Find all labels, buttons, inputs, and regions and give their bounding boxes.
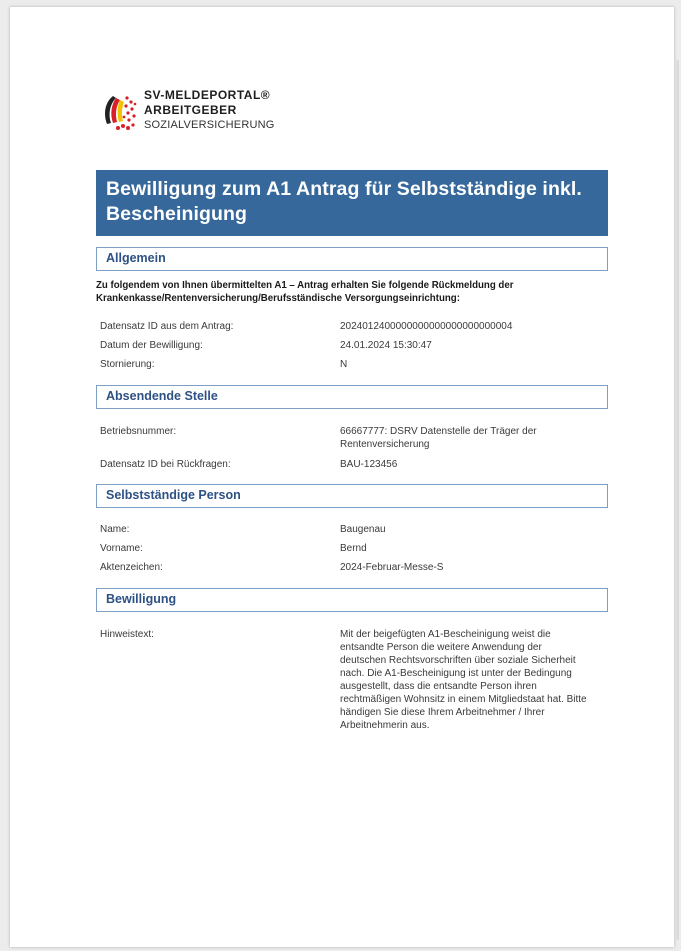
title-banner	[96, 170, 608, 236]
section-heading-person: Selbstständige Person	[96, 484, 608, 508]
field-label: Betriebsnummer:	[100, 426, 177, 437]
logo-tagline: SOZIALVERSICHERUNG	[144, 119, 275, 131]
field-label: Stornierung:	[100, 359, 155, 370]
field-value: Bernd	[340, 543, 367, 554]
field-label: Hinweistext:	[100, 629, 154, 640]
section-heading-allgemein: Allgemein	[96, 247, 608, 271]
field-value: 2024-Februar-Messe-S	[340, 562, 444, 573]
field-label: Vorname:	[100, 543, 143, 554]
section-heading-absendende-stelle: Absendende Stelle	[96, 385, 608, 409]
sv-meldeportal-logo	[99, 88, 299, 142]
field-value: 66667777: DSRV Datenstelle der Träger der Rentenversicherung	[340, 426, 537, 450]
field-label: Aktenzeichen:	[100, 562, 163, 573]
page-title: Bewilligung zum A1 Antrag für Selbstständige inkl. Bescheinigung	[106, 178, 582, 225]
field-label: Datum der Bewilligung:	[100, 340, 203, 351]
logo-subtitle: ARBEITGEBER	[144, 103, 237, 117]
field-value: Mit der beigefügten A1-Bescheinigung weist die entsandte Person die weitere Anwendung der deutschen Rechtsvorschriften über soziale Sicherheit nach. Die A1-Bescheinigung ist unter der Bedingung ausgestellt, dass die entsandte Person ihren rechtmäßigen Wohnsitz in einem Mitgliedstaat hat. Bitte händigen Sie diese Ihrem Arbeitnehmer / Ihrer Arbeitnehmerin aus.	[340, 629, 587, 731]
field-value: BAU-123456	[340, 459, 398, 470]
field-value: N	[340, 359, 348, 370]
logo-title: SV-MELDEPORTAL®	[144, 88, 271, 102]
section-heading-bewilligung: Bewilligung	[96, 588, 608, 612]
field-value: 2024012400000000000000000000004	[340, 321, 513, 332]
page-edge	[676, 60, 679, 940]
document-page	[10, 7, 674, 947]
field-label: Datensatz ID aus dem Antrag:	[100, 321, 234, 332]
field-label: Name:	[100, 524, 130, 535]
intro-text: Zu folgendem von Ihnen übermittelten A1 – Antrag erhalten Sie folgende Rückmeldung der Krankenkasse/Rentenversicherung/Berufsständische Versorgungseinrichtung:	[96, 280, 514, 304]
field-label: Datensatz ID bei Rückfragen:	[100, 459, 231, 470]
sv-logo-icon	[99, 88, 141, 138]
field-value: 24.01.2024 15:30:47	[340, 340, 432, 351]
field-value: Baugenau	[340, 524, 386, 535]
